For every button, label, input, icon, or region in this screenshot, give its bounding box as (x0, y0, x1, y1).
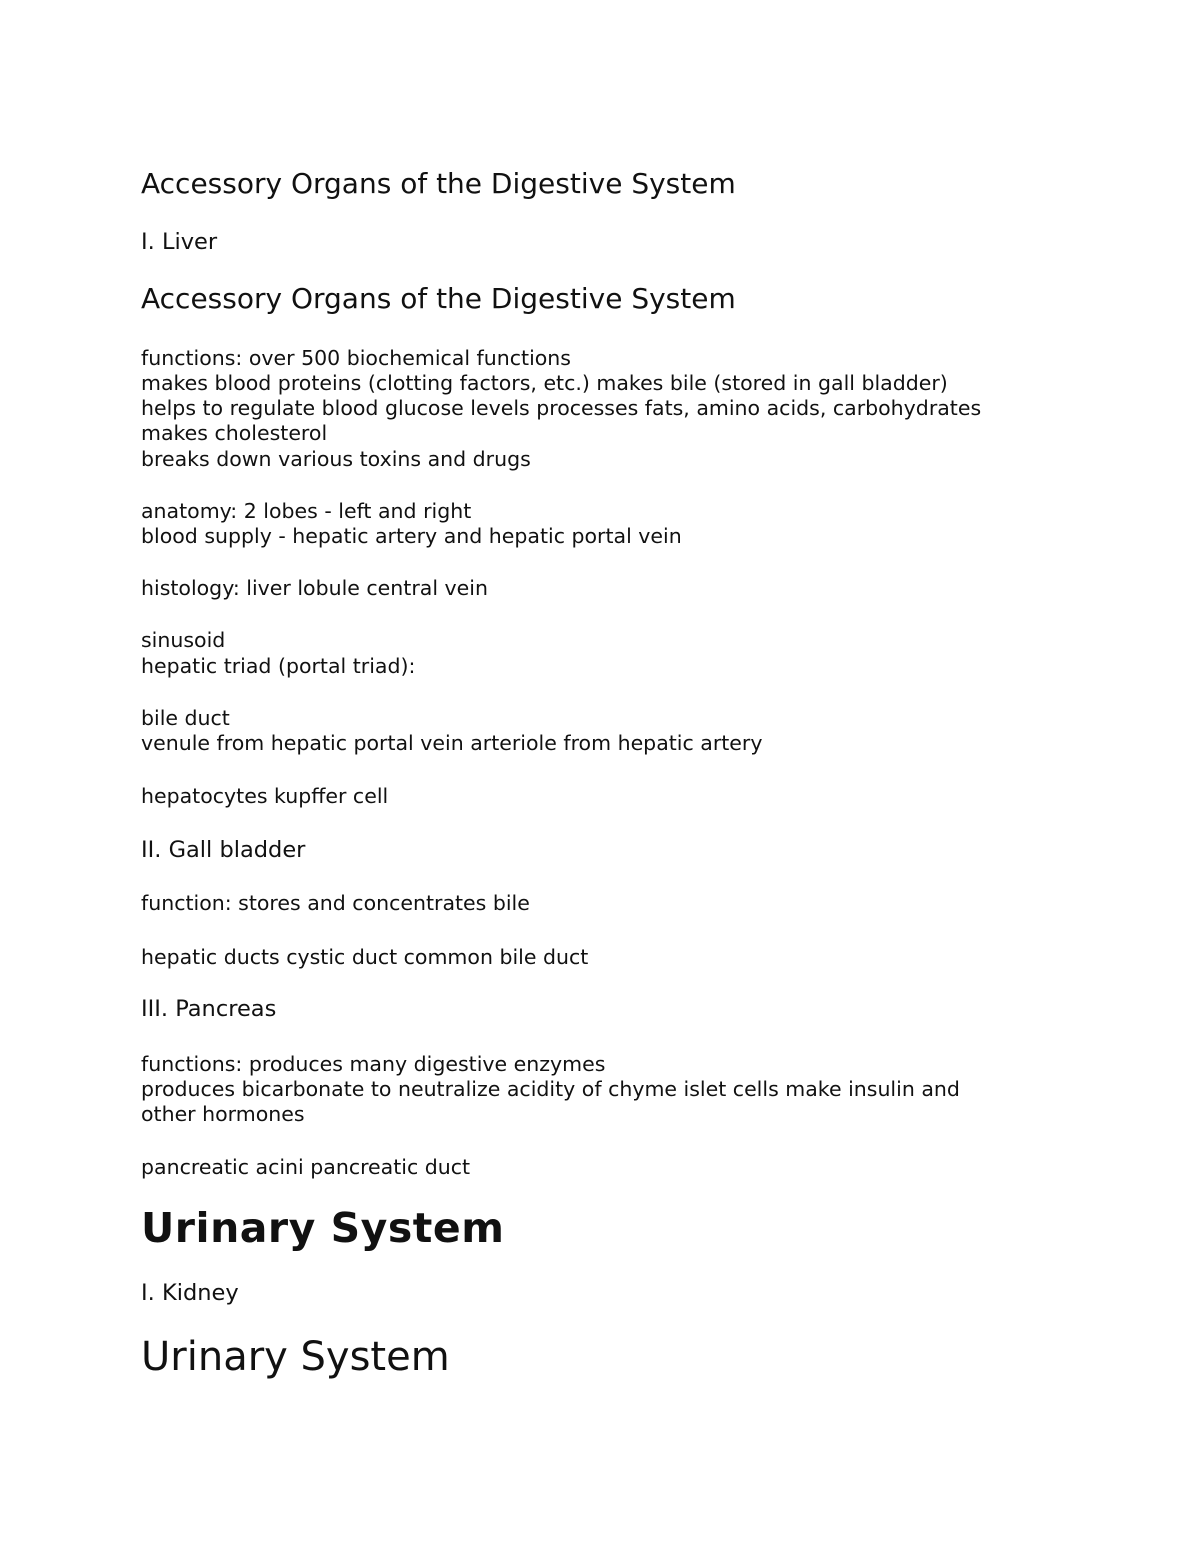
liver-triad-line: venule from hepatic portal vein arteriole from hepatic artery (141, 731, 763, 755)
heading-urinary-system-bold: Urinary System (141, 1204, 505, 1252)
section-heading-liver: I. Liver (141, 229, 218, 255)
section-heading-kidney: I. Kidney (141, 1280, 239, 1306)
liver-functions-line: makes cholesterol (141, 421, 328, 445)
liver-anatomy-line: anatomy: 2 lobes - left and right (141, 499, 472, 523)
pancreas-functions-line: produces bicarbonate to neutralize acidity of chyme islet cells make insulin and (141, 1077, 960, 1101)
gall-function-line: function: stores and concentrates bile (141, 891, 530, 915)
liver-functions-line: helps to regulate blood glucose levels processes fats, amino acids, carbohydrates (141, 396, 982, 420)
gall-ducts-line: hepatic ducts cystic duct common bile duct (141, 945, 589, 969)
liver-sinusoid-line: hepatic triad (portal triad): (141, 654, 416, 678)
liver-triad-line: bile duct (141, 706, 230, 730)
liver-functions-line: functions: over 500 biochemical functions (141, 346, 571, 370)
liver-functions-line: breaks down various toxins and drugs (141, 447, 531, 471)
liver-sinusoid-line: sinusoid (141, 628, 226, 652)
liver-anatomy-line: blood supply - hepatic artery and hepatic portal vein (141, 524, 682, 548)
section-heading-pancreas: III. Pancreas (141, 996, 277, 1022)
liver-functions-line: makes blood proteins (clotting factors, etc.) makes bile (stored in gall bladder) (141, 371, 948, 395)
heading-urinary-system: Urinary System (141, 1334, 450, 1380)
liver-histology-line: histology: liver lobule central vein (141, 576, 488, 600)
section-heading-gall-bladder: II. Gall bladder (141, 837, 306, 863)
pancreas-parts-line: pancreatic acini pancreatic duct (141, 1155, 471, 1179)
pancreas-functions-line: functions: produces many digestive enzymes (141, 1052, 606, 1076)
pancreas-functions-line: other hormones (141, 1102, 305, 1126)
title-digestive-1: Accessory Organs of the Digestive System (141, 167, 736, 200)
liver-cells-line: hepatocytes kupffer cell (141, 784, 389, 808)
title-digestive-2: Accessory Organs of the Digestive System (141, 282, 736, 315)
